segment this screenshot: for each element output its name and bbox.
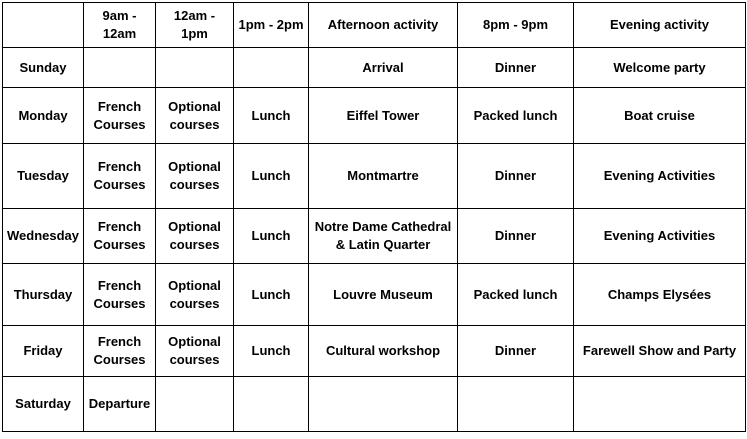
- header-corner-cell: [3, 3, 84, 48]
- cell-evening: Evening Activities: [574, 144, 746, 209]
- table-row: [3, 209, 746, 264]
- cell-dinner: Dinner: [458, 209, 574, 264]
- header-8pm-9pm: 8pm - 9pm: [458, 3, 574, 48]
- cell-afternoon: [309, 377, 458, 432]
- cell-evening: Boat cruise: [574, 88, 746, 144]
- cell-midday: [156, 48, 234, 88]
- header-9am-12am: 9am - 12am: [84, 3, 156, 48]
- cell-dinner: Packed lunch: [458, 264, 574, 326]
- header-evening-activity: Evening activity: [574, 3, 746, 48]
- cell-evening: [574, 377, 746, 432]
- day-cell: Monday: [3, 88, 84, 144]
- day-cell: Sunday: [3, 48, 84, 88]
- cell-evening: Evening Activities: [574, 209, 746, 264]
- cell-afternoon: Arrival: [309, 48, 458, 88]
- cell-afternoon: Cultural workshop: [309, 326, 458, 377]
- cell-afternoon: Eiffel Tower: [309, 88, 458, 144]
- cell-evening: Farewell Show and Party: [574, 326, 746, 377]
- cell-midday: [156, 377, 234, 432]
- cell-dinner: Dinner: [458, 144, 574, 209]
- day-cell: Thursday: [3, 264, 84, 326]
- cell-afternoon: Notre Dame Cathedral & Latin Quarter: [309, 209, 458, 264]
- cell-evening: Champs Elysées: [574, 264, 746, 326]
- cell-midday: Optional courses: [156, 264, 234, 326]
- cell-morning: French Courses: [84, 88, 156, 144]
- cell-lunch: [234, 48, 309, 88]
- header-row: [3, 3, 746, 48]
- table-row: [3, 264, 746, 326]
- cell-midday: Optional courses: [156, 209, 234, 264]
- header-12am-1pm: 12am - 1pm: [156, 3, 234, 48]
- table-row: [3, 144, 746, 209]
- cell-dinner: Dinner: [458, 326, 574, 377]
- cell-midday: Optional courses: [156, 326, 234, 377]
- table-row: [3, 48, 746, 88]
- day-cell: Friday: [3, 326, 84, 377]
- cell-evening: Welcome party: [574, 48, 746, 88]
- cell-lunch: Lunch: [234, 209, 309, 264]
- cell-midday: Optional courses: [156, 144, 234, 209]
- header-1pm-2pm: 1pm - 2pm: [234, 3, 309, 48]
- cell-lunch: Lunch: [234, 264, 309, 326]
- cell-morning: [84, 48, 156, 88]
- table-row: [3, 88, 746, 144]
- weekly-schedule-table: [2, 2, 746, 432]
- cell-morning: French Courses: [84, 326, 156, 377]
- cell-lunch: Lunch: [234, 144, 309, 209]
- cell-lunch: Lunch: [234, 326, 309, 377]
- cell-dinner: Dinner: [458, 48, 574, 88]
- cell-morning: French Courses: [84, 209, 156, 264]
- header-afternoon-activity: Afternoon activity: [309, 3, 458, 48]
- cell-dinner: Packed lunch: [458, 88, 574, 144]
- table-row: [3, 377, 746, 432]
- day-cell: Tuesday: [3, 144, 84, 209]
- cell-morning: Departure: [84, 377, 156, 432]
- cell-afternoon: Louvre Museum: [309, 264, 458, 326]
- day-cell: Wednesday: [3, 209, 84, 264]
- day-cell: Saturday: [3, 377, 84, 432]
- cell-midday: Optional courses: [156, 88, 234, 144]
- cell-afternoon: Montmartre: [309, 144, 458, 209]
- table-row: [3, 326, 746, 377]
- cell-lunch: [234, 377, 309, 432]
- cell-morning: French Courses: [84, 144, 156, 209]
- cell-lunch: Lunch: [234, 88, 309, 144]
- cell-morning: French Courses: [84, 264, 156, 326]
- cell-dinner: [458, 377, 574, 432]
